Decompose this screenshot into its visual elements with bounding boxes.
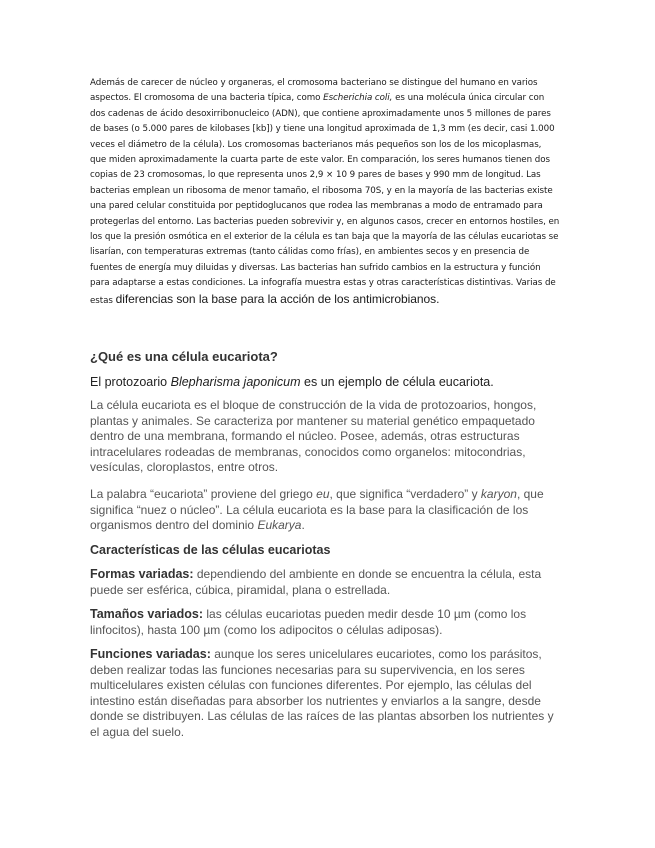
heading-eukaryote: ¿Qué es una célula eucariota? [90,349,278,364]
definition-paragraph: La célula eucariota es el bloque de construcción de la vida de protozoarios, hongos, plantas y animales. Se caracteriza por mantener su material genético empaquetado dentro de una membrana, formando el núcleo. Posee, además, otras estructuras intracelulares rodeadas de membranas, conocidos como organelos: mitocondrias, vesículas, cloroplastos, entre otros. [90,398,537,474]
etymology-p4: . [301,518,305,532]
characteristic-item [90,607,560,638]
protozoan-after: es un ejemplo de célula eucariota. [300,375,494,389]
protozoan-paragraph [90,375,560,391]
characteristic-label: Funciones variadas: [90,647,211,661]
characteristic-item [90,567,560,598]
protozoan-before: El protozoario [90,375,171,389]
characteristic-text: dependiendo del ambiente en donde se encuentra la célula, esta puede ser esférica, cúbica, piramidal, plana o estrellada. [90,567,542,597]
intro-text-part2: es una molécula única circular con dos cadenas de ácido desoxirribonucleico (ADN), que contiene aproximadamente unos 5 millones de pares de bases (o 5.000 pares de kilobases [kb]) y tiene una longitud aproximada de 1,3 mm (es decir, casi 1.000 veces el diámetro de la célula). Los cromosomas bacterianos más pequeños son los de los micoplasmas, que miden aproximadamente la cuarta parte de este valor. En comparación, los seres humanos tienen dos copias de 23 cromosomas, lo que representa unos 2,9 × 10 9 pares de bases y 990 mm de longitud. Las bacterias emplean un ribosoma de menor tamaño, el ribosoma 70S, y en la mayoría de las bacterias existe una pared celular constituida por peptidoglucanos que rodea las membranas a modo de entramado para protegerlas del entorno. Las bacterias pueden sobrevivir y, en algunos casos, crecer en entornos hostiles, en los que la presión osmótica en el exterior de la célula es tan baja que la mayoría de las células eucariotas se lisarían, con temperaturas extremas (tanto cálidas como frías), en ambientes secos y en presencia de fuentes de energía muy diluidas y diversas. Las bacterias han sufrido cambios en la estructura y función para adaptarse a estas condiciones. La infografía muestra estas y otras características distintivas. Varias de estas [90,93,560,306]
etymology-eukarya: Eukarya [257,518,302,532]
etymology-eu: eu [316,487,330,501]
characteristic-item [90,647,560,740]
ecoli-term: Escherichia coli, [323,93,393,104]
characteristic-text: aunque los seres unicelulares eucariotes, como los parásitos, deben realizar todas las funciones necesarias para su supervivencia, en los seres multicelulares existen células con funciones diferentes. Por ejemplo, las células del intestino están diseñadas para absorber los nutrientes y enviarlos a la sangre, desde donde se distribuyen. Las células de las raíces de las plantas absorben los nutrientes y el agua del suelo. [90,647,554,739]
etymology-karyon: karyon [480,487,517,501]
heading-characteristics: Características de las células eucariotas [90,543,331,557]
intro-text-part1: Además de carecer de núcleo y organeras, el cromosoma bacteriano se distingue del humano en varios aspectos. El cromosoma de una bacteria típica, como [90,78,538,104]
etymology-paragraph [90,487,560,534]
characteristic-label: Tamaños variados: [90,607,204,621]
characteristic-text: las células eucariotas pueden medir desde 10 µm (como los linfocitos), hasta 100 µm (como los adipocitos o células adiposas). [90,607,527,637]
etymology-p2: , que significa “verdadero” y [329,487,481,501]
protozoan-species: Blepharisma japonicum [170,375,301,389]
intro-text-tail: diferencias son la base para la acción de los antimicrobianos. [115,291,440,306]
characteristic-label: Formas variadas: [90,567,194,581]
etymology-p3: , que significa “nuez o núcleo”. La célula eucariota es la base para la clasificación de los organismos dentro del dominio [90,487,544,532]
etymology-p1: La palabra “eucariota” proviene del griego [90,487,317,501]
intro-paragraph [90,76,560,309]
